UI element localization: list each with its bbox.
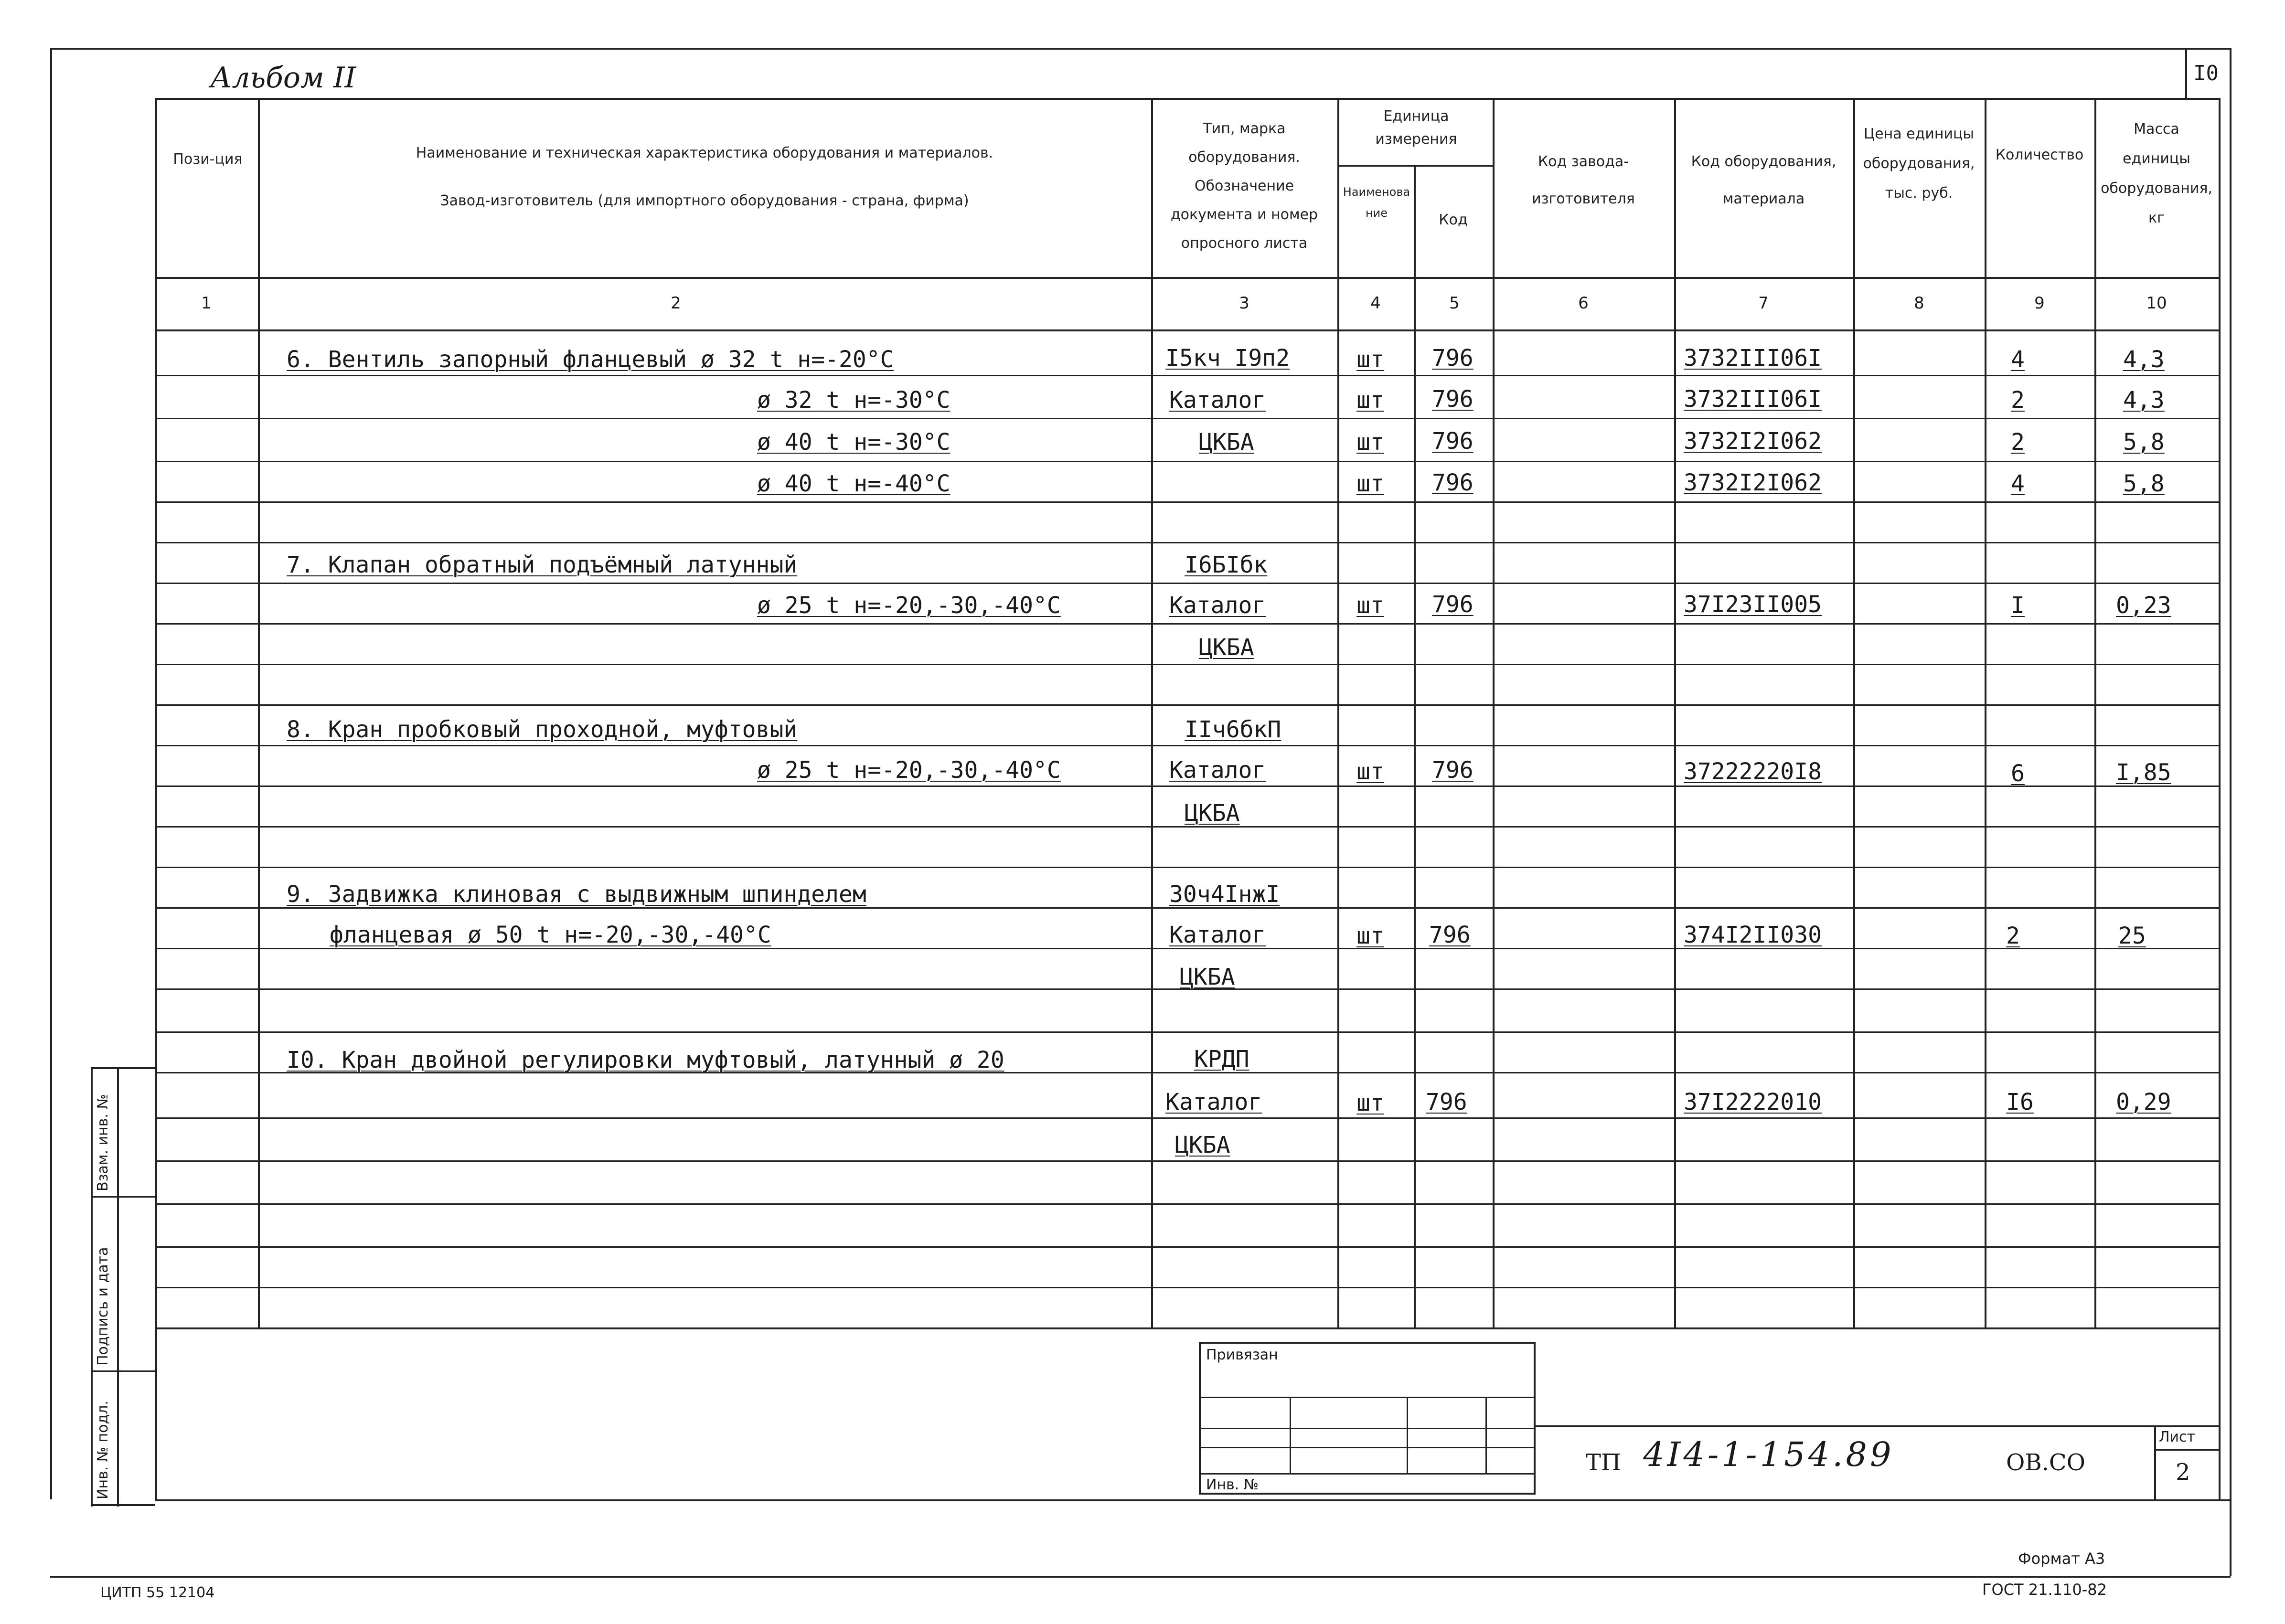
item-unit: шт — [1356, 923, 1384, 949]
item-type: IIч6бкП — [1185, 716, 1281, 743]
item-unit: шт — [1356, 592, 1384, 619]
colnum-bottom — [155, 329, 2219, 331]
sheet-box-divider — [2154, 1449, 2219, 1451]
item-unit-code: 796 — [1432, 469, 1474, 496]
column-number: 4 — [1370, 294, 1381, 313]
sheet-box-left — [2154, 1425, 2156, 1499]
item-equipment-code: 3732I2I062 — [1684, 469, 1822, 496]
col2-right — [1151, 98, 1153, 1327]
header-type: Тип, марка оборудования. Обозначение документа и номер опросного листа — [1170, 120, 1318, 252]
sheet-number: 2 — [2176, 1459, 2190, 1486]
section-code: ОВ.СО — [2006, 1449, 2085, 1476]
item-equipment-code: 3732III06I — [1684, 345, 1822, 372]
doc-prefix: ТП — [1586, 1449, 1621, 1476]
stamp-divider — [91, 1370, 155, 1372]
privyazan-col — [1485, 1397, 1487, 1473]
item-equipment-code: 37I23II005 — [1684, 591, 1822, 618]
format-label: Формат А3 — [2018, 1550, 2105, 1568]
header-unit-name: Наименование — [1343, 185, 1410, 220]
item-equipment-code: 37I2222010 — [1684, 1089, 1822, 1115]
stamp-replaced-inv: Взам. инв. № — [95, 1094, 111, 1191]
stamp-divider — [91, 1196, 155, 1198]
column-number: 2 — [671, 294, 681, 313]
item-mass: 5,8 — [2123, 470, 2165, 497]
item-unit: шт — [1356, 429, 1384, 456]
item-type: ЦКБА — [1199, 429, 1254, 456]
row-line — [155, 1287, 2219, 1288]
item-unit: шт — [1356, 1090, 1384, 1116]
item-mass: 0,23 — [2116, 592, 2171, 619]
frame-inner-bottom — [155, 1499, 2231, 1501]
privyazan-label: Привязан — [1206, 1347, 1278, 1363]
item-type: 30ч4IнжI — [1169, 881, 1280, 908]
privyazan-line — [1199, 1473, 1536, 1475]
item-type: ЦКБА — [1199, 634, 1254, 661]
item-type: ЦКБА — [1180, 964, 1235, 990]
row-line — [155, 542, 2219, 543]
item-unit-code: 796 — [1426, 1089, 1467, 1115]
header-unit-code: Код — [1439, 212, 1468, 228]
header-bottom — [155, 277, 2219, 279]
item-type: ЦКБА — [1175, 1132, 1230, 1158]
frame-bottom — [50, 1576, 2231, 1578]
col5-right — [1493, 98, 1495, 1327]
col9-right — [2094, 98, 2096, 1327]
frame-left — [50, 48, 52, 1499]
item-unit: шт — [1356, 346, 1384, 373]
sheet-label: Лист — [2159, 1429, 2196, 1445]
column-number: 9 — [2034, 294, 2045, 313]
column-number: 8 — [1914, 294, 1924, 313]
item-type: Каталог — [1169, 757, 1266, 784]
item-quantity: I6 — [2006, 1089, 2034, 1115]
column-number: 6 — [1578, 294, 1589, 313]
col3-right — [1337, 98, 1339, 1327]
title-top — [1536, 1425, 2219, 1427]
item-unit-code: 796 — [1432, 591, 1474, 618]
item-type: Каталог — [1165, 1089, 1262, 1115]
row-line — [155, 867, 2219, 868]
item-mass: 4,3 — [2123, 346, 2165, 373]
item-equipment-code: 3732I2I062 — [1684, 428, 1822, 455]
stamp-inv-original: Инв. № подл. — [95, 1401, 111, 1499]
doc-code: 4I4-1-154.89 — [1643, 1435, 1894, 1474]
column-number: 10 — [2146, 294, 2167, 313]
item-name: ø 25 t н=-20,-30,-40°С — [757, 757, 1061, 784]
item-name: фланцевая ø 50 t н=-20,-30,-40°С — [330, 922, 771, 948]
header-mass: Масса единицы оборудования, кг — [2101, 121, 2212, 226]
table-right — [2219, 98, 2221, 1499]
column-number: 1 — [201, 294, 212, 313]
stamp-bottom — [91, 1504, 155, 1506]
frame-top — [50, 48, 2231, 50]
corner-box-left — [2185, 48, 2187, 98]
item-quantity: I — [2011, 592, 2025, 619]
row-line — [155, 1203, 2219, 1205]
item-equipment-code: 374I2II030 — [1684, 922, 1822, 948]
item-name: ø 40 t н=-30°С — [757, 429, 950, 456]
item-quantity: 2 — [2006, 923, 2020, 949]
header-equipment-code: Код оборудования, материала — [1691, 153, 1837, 207]
column-number: 3 — [1239, 294, 1249, 313]
item-type: Каталог — [1169, 387, 1266, 414]
item-equipment-code: 3732III06I — [1684, 386, 1822, 413]
col8-right — [1985, 98, 1986, 1327]
item-mass: 5,8 — [2123, 429, 2165, 456]
sheet-corner-number: I0 — [2193, 61, 2219, 85]
item-type: I5кч I9п2 — [1165, 345, 1290, 372]
stamp-top — [91, 1067, 155, 1069]
item-quantity: 4 — [2011, 470, 2025, 497]
row-line — [155, 1246, 2219, 1248]
privyazan-col — [1407, 1397, 1408, 1473]
item-type: КРДП — [1194, 1046, 1249, 1072]
album-label: Альбом II — [210, 61, 356, 95]
stamp-mid — [117, 1067, 119, 1507]
item-quantity: 2 — [2011, 429, 2025, 456]
column-number: 5 — [1449, 294, 1460, 313]
row-line — [155, 704, 2219, 706]
stamp-signature-date: Подпись и дата — [95, 1247, 111, 1366]
row-line — [155, 375, 2219, 376]
item-type: I6БIбк — [1185, 552, 1268, 578]
item-unit-code: 796 — [1432, 345, 1474, 372]
item-type: Каталог — [1169, 922, 1266, 948]
row-line — [155, 1117, 2219, 1119]
stamp-left — [91, 1067, 93, 1507]
header-manufacturer: Завод-изготовитель (для импортного оборудования - страна, фирма) — [440, 192, 969, 209]
bottom-left-code: ЦИТП 55 12104 — [100, 1584, 215, 1601]
header-quantity: Количество — [1995, 147, 2084, 163]
item-name: ø 32 t н=-30°С — [757, 387, 950, 414]
header-price: Цена единицы оборудования, тыс. руб. — [1863, 126, 1975, 202]
item-type: Каталог — [1169, 592, 1266, 619]
item-unit: шт — [1356, 758, 1384, 785]
item-mass: 25 — [2118, 923, 2146, 949]
header-unit: Единица измерения — [1375, 108, 1457, 148]
item-name: 9. Задвижка клиновая с выдвижным шпинделем — [287, 881, 866, 908]
item-name: 7. Клапан обратный подъёмный латунный — [287, 552, 798, 578]
column-number: 7 — [1758, 294, 1769, 313]
item-name: 8. Кран пробковый проходной, муфтовый — [287, 716, 798, 743]
row-line — [155, 785, 2219, 787]
inv-label: Инв. № — [1206, 1476, 1259, 1493]
item-mass: 0,29 — [2116, 1089, 2171, 1115]
row-line — [155, 1031, 2219, 1033]
row-line — [155, 664, 2219, 665]
item-mass: I,85 — [2116, 759, 2171, 786]
item-type: ЦКБА — [1185, 800, 1240, 827]
frame-right — [2230, 48, 2232, 1576]
item-name: I0. Кран двойной регулировки муфтовый, латунный ø 20 — [287, 1047, 1004, 1073]
row-line — [155, 501, 2219, 503]
col1-right — [258, 98, 260, 1327]
table-top — [155, 98, 2219, 100]
row-line — [155, 418, 2219, 419]
item-unit-code: 796 — [1432, 428, 1474, 455]
row-line — [155, 583, 2219, 584]
header-factory-code: Код завода-изготовителя — [1532, 153, 1635, 207]
item-unit-code: 796 — [1432, 757, 1474, 784]
item-quantity: 2 — [2011, 387, 2025, 414]
item-unit-code: 796 — [1432, 386, 1474, 413]
item-unit-code: 796 — [1429, 922, 1471, 948]
item-name: ø 40 t н=-40°С — [757, 470, 950, 497]
col7-right — [1853, 98, 1855, 1327]
row-line — [155, 745, 2219, 746]
privyazan-col — [1290, 1397, 1291, 1473]
item-quantity: 6 — [2011, 760, 2025, 787]
header-position: Пози-ция — [173, 151, 243, 168]
item-unit: шт — [1356, 387, 1384, 414]
item-quantity: 4 — [2011, 346, 2025, 373]
item-name: 6. Вентиль запорный фланцевый ø 32 t н=-20°С — [287, 346, 894, 373]
unit-header-divider — [1337, 165, 1493, 167]
table-left — [155, 98, 157, 1499]
col6-right — [1674, 98, 1676, 1327]
header-name: Наименование и техническая характеристика оборудования и материалов. — [416, 145, 993, 161]
table-bottom — [155, 1327, 2219, 1329]
row-line — [155, 1160, 2219, 1162]
item-mass: 4,3 — [2123, 387, 2165, 414]
gost-label: ГОСТ 21.110-82 — [1982, 1581, 2107, 1599]
item-unit: шт — [1356, 470, 1384, 497]
row-line — [155, 623, 2219, 625]
row-line — [155, 461, 2219, 462]
item-name: ø 25 t н=-20,-30,-40°С — [757, 592, 1061, 619]
item-equipment-code: 37222220I8 — [1684, 758, 1822, 785]
